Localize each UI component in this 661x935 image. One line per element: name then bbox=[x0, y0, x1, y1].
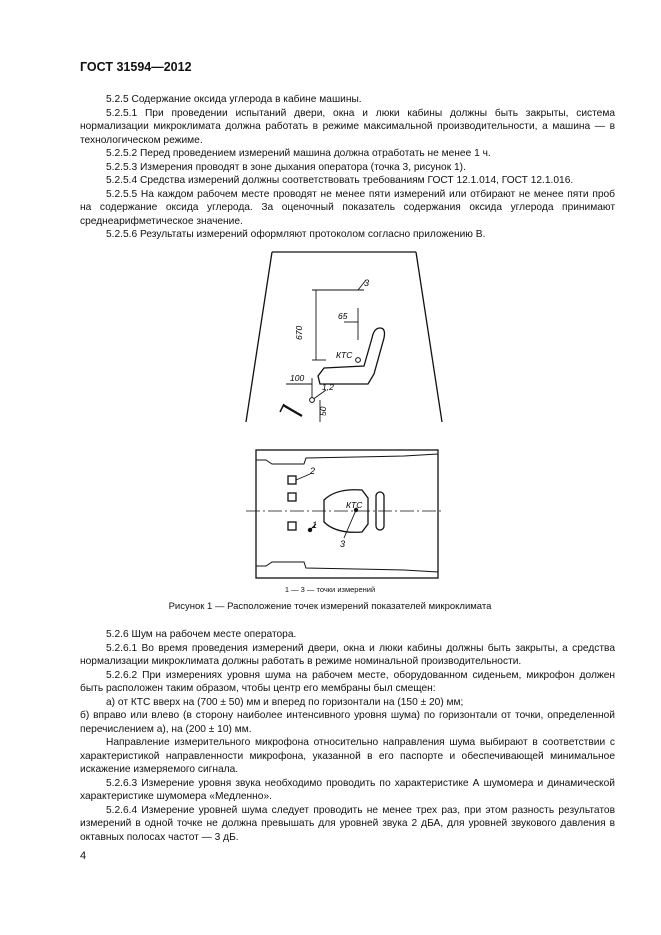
figure-legend: 1 — 3 — точки измерений bbox=[284, 585, 376, 594]
section-carbon-monoxide bbox=[80, 93, 615, 242]
point-2-label: 2 bbox=[310, 466, 316, 476]
point-1-2 bbox=[310, 398, 315, 403]
cab-outline bbox=[256, 450, 438, 578]
paragraph: 5.2.6.4 Измерение уровней шума следует проводить не менее трех раз, при этом разность результатов измерений в одной точке не должна превышать для уровней звука 2 дБА, для уровней звукового давления в октавных полосах частот — 3 дБ. bbox=[80, 804, 615, 843]
paragraph: 5.2.5.1 При проведении испытаний двери, окна и люки кабины должны быть закрыты, система нормализации микроклимата должна работать в режиме максимальной производительности, а машина — в технологическом режиме. bbox=[80, 107, 615, 146]
paragraph: 5.2.6.1 Во время проведения измерений двери, окна и люки кабины должны быть закрыты, а средства нормализации микроклимата должны работать в режиме номинальной производительности. bbox=[80, 642, 615, 667]
dim-65-label: 65 bbox=[338, 311, 348, 321]
paragraph: 5.2.6.2 При измерениях уровня шума на рабочем месте, оборудованном сиденьем, микрофон должен быть расположен таким образом, чтобы центр его мембраны был смещен: bbox=[80, 669, 615, 694]
dim-670-label: 670 bbox=[294, 325, 304, 340]
paragraph: 5.2.5 Содержание оксида углерода в кабине машины. bbox=[106, 94, 362, 105]
paragraph: 5.2.5.2 Перед проведением измерений машина должна отработать не менее 1 ч. bbox=[106, 148, 491, 159]
measurement-block bbox=[288, 493, 296, 501]
paragraph: 5.2.5.3 Измерения проводят в зоне дыхания оператора (точка 3, рисунок 1). bbox=[106, 161, 466, 173]
point-1-2-label: 1,2 bbox=[322, 382, 334, 392]
page-number: 4 bbox=[80, 850, 87, 862]
paragraph: б) вправо или влево (в сторону наиболее интенсивного уровня шума) по горизонтали от точки, определенной перечислением а), на (200 ± 10) мм. bbox=[80, 710, 615, 735]
figure-side-view bbox=[240, 250, 450, 425]
document-header: ГОСТ 31594—2012 bbox=[80, 60, 192, 74]
paragraph: 5.2.5.5 На каждом рабочем месте проводят не менее пяти измерений или отбирают не менее пяти проб на содержание оксида углерода. За оценочный показатель содержания оксида углерода принимают среднеарифметическое значение. bbox=[80, 188, 615, 227]
point-3-plan-label: 3 bbox=[340, 539, 346, 549]
cab-rear-line bbox=[246, 252, 272, 422]
measurement-block bbox=[288, 476, 296, 484]
paragraph: 5.2.5.6 Результаты измерений оформляют протоколом согласно приложению В. bbox=[106, 229, 486, 240]
paragraph: 5.2.6 Шум на рабочем месте оператора. bbox=[106, 629, 297, 640]
ktc-point bbox=[356, 358, 361, 363]
ktc-label: КТС bbox=[336, 350, 353, 360]
paragraph: а) от КТС вверх на (700 ± 50) мм и вперед по горизонтали на (150 ± 20) мм; bbox=[106, 696, 464, 708]
measurement-block bbox=[288, 522, 296, 530]
paragraph: 5.2.6.3 Измерение уровня звука необходимо проводить по характеристике А шумомера и динамической характеристике шумомера «Медленно». bbox=[80, 777, 615, 802]
paragraph: Направление измерительного микрофона относительно направления шума выбирают в соответствии с характеристикой направленности микрофона, указанной в его паспорте и обеспечивающей минимальное искажение измеряемого сигнала. bbox=[80, 737, 615, 775]
ktc-plan-label: КТС bbox=[346, 500, 363, 510]
paragraph: 5.2.5.4 Средства измерений должны соответствовать требованиям ГОСТ 12.1.014, ГОСТ 12.1.016. bbox=[106, 175, 574, 186]
section-noise bbox=[80, 628, 615, 844]
cab-front-line bbox=[416, 252, 442, 422]
point-3-label: 3 bbox=[364, 278, 370, 288]
point-1-label: 1 bbox=[312, 520, 318, 530]
pedal bbox=[283, 405, 302, 416]
dim-100-label: 100 bbox=[290, 373, 305, 383]
dim-50-label: 50 bbox=[318, 406, 328, 416]
figure-plan-view bbox=[244, 448, 444, 583]
figure-caption: Рисунок 1 — Расположение точек измерений показателей микроклимата bbox=[168, 601, 492, 612]
